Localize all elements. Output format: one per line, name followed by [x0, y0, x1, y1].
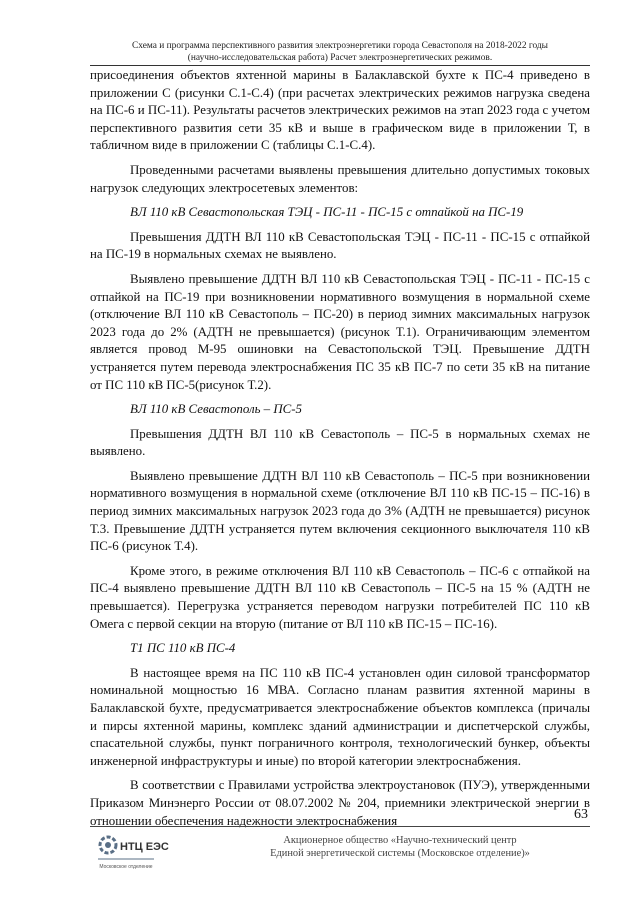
header-line-1: Схема и программа перспективного развития электроэнергетики города Севастополя на 2018-2022 годы: [132, 41, 548, 51]
paragraph: Кроме этого, в режиме отключения ВЛ 110 кВ Севастополь – ПС-6 с отпайкой на ПС-4 выявлено превышение ДДТН ВЛ 110 кВ Севастополь – ПС-5 на 15 % (АДТН не превышается). Перегрузка устраняется переводом нагрузки потребителей ПС 110 кВ Омега с первой секции на вторую (питание от ВЛ 110 кВ ПС-15 – ПС-16).: [90, 563, 590, 631]
header-divider: [90, 65, 590, 66]
paragraph: Проведенными расчетами выявлены превышения длительно допустимых токовых нагрузок следующих электросетевых элементов:: [90, 162, 590, 195]
company-logo-icon: [96, 833, 169, 877]
paragraph: присоединения объектов яхтенной марины в Балаклавской бухте к ПС-4 приведено в приложении С (рисунки С.1-С.4) (при расчетах электрических режимов нагрузка сведена на ПС-6 и ПС-11). Результаты расчетов электрических режимов на этап 2023 года с учетом перспективного развития сети 35 кВ и выше в графическом виде в приложении Т, в табличном виде в приложении С (таблицы С.1-С.4).: [90, 68, 590, 153]
section-heading: ВЛ 110 кВ Севастопольская ТЭЦ - ПС-11 - ПС-15 с отпайкой на ПС-19: [130, 205, 524, 220]
logo-subtext: Московское отделение: [99, 864, 153, 870]
footer-divider: [90, 826, 590, 827]
paragraph: В настоящее время на ПС 110 кВ ПС-4 установлен один силовой трансформатор номинальной мощностью 16 МВА. Согласно планам развития яхтенной марины в Балаклавской бухте, предусматривается электроснабжение объектов комплекса (причалы и пирсы яхтенной марины, комплекс зданий администрации и диспетчерской службы, спасательной службы, пункт пограничного контроля, технологический бункер, объекты инженерной инфраструктуры и иные) по второй категории электроснабжения.: [90, 665, 590, 768]
page-header: [90, 40, 590, 64]
page-number: 63: [574, 807, 588, 822]
header-line-2: (научно-исследовательская работа) Расчет электроэнергетических режимов.: [187, 53, 493, 63]
paragraph: Выявлено превышение ДДТН ВЛ 110 кВ Севастопольская ТЭЦ - ПС-11 - ПС-15 с отпайкой на ПС-19 при возникновении нормативного возмущения в нормальной схеме (отключение ВЛ 110 кВ Севастополь – ПС-20) в период зимних максимальных нагрузок 2023 года до 2% (АДТН не превышается) (рисунок Т.1). Ограничивающим элементом является провод М-95 ошиновки на Севастопольской ТЭЦ. Превышение ДДТН устраняется путем перевода электроснабжения ПС 35 кВ ПС-7 по сети 35 кВ на питание от ПС 110 кВ ПС-5(рисунок Т.2).: [90, 271, 590, 392]
paragraph: В соответствии с Правилами устройства электроустановок (ПУЭ), утвержденными Приказом Минэнерго России от 08.07.2002 № 204, приемники электрической энергии в отношении обеспечения надежности электроснабжения: [90, 778, 590, 828]
logo-text: НТЦ ЕЭС: [120, 841, 169, 853]
paragraph: Превышения ДДТН ВЛ 110 кВ Севастопольская ТЭЦ - ПС-11 - ПС-15 с отпайкой на ПС-19 в нормальных схемах не выявлено.: [90, 229, 590, 262]
paragraph: Превышения ДДТН ВЛ 110 кВ Севастополь – ПС-5 в нормальных схемах не выявлено.: [90, 426, 590, 459]
paragraph: Выявлено превышение ДДТН ВЛ 110 кВ Севастополь – ПС-5 при возникновении нормативного возмущения в нормальной схеме (отключение ВЛ 110 кВ ПС-15 – ПС-16) в период зимних максимальных нагрузок 2023 года до 3% (АДТН не превышается) рисунок Т.3. Превышение ДДТН устраняется путем включения секционного выключателя 110 кВ ПС-6 (рисунок Т.4).: [90, 468, 590, 554]
section-heading: ВЛ 110 кВ Севастополь – ПС-5: [130, 402, 302, 417]
footer-line-2: Единой энергетической системы (Московское отделение)»: [270, 848, 530, 859]
document-body: [90, 67, 590, 830]
section-heading: Т1 ПС 110 кВ ПС-4: [130, 641, 236, 656]
footer-line-1: Акционерное общество «Научно-технический центр: [283, 835, 517, 846]
page-footer: [220, 834, 580, 860]
